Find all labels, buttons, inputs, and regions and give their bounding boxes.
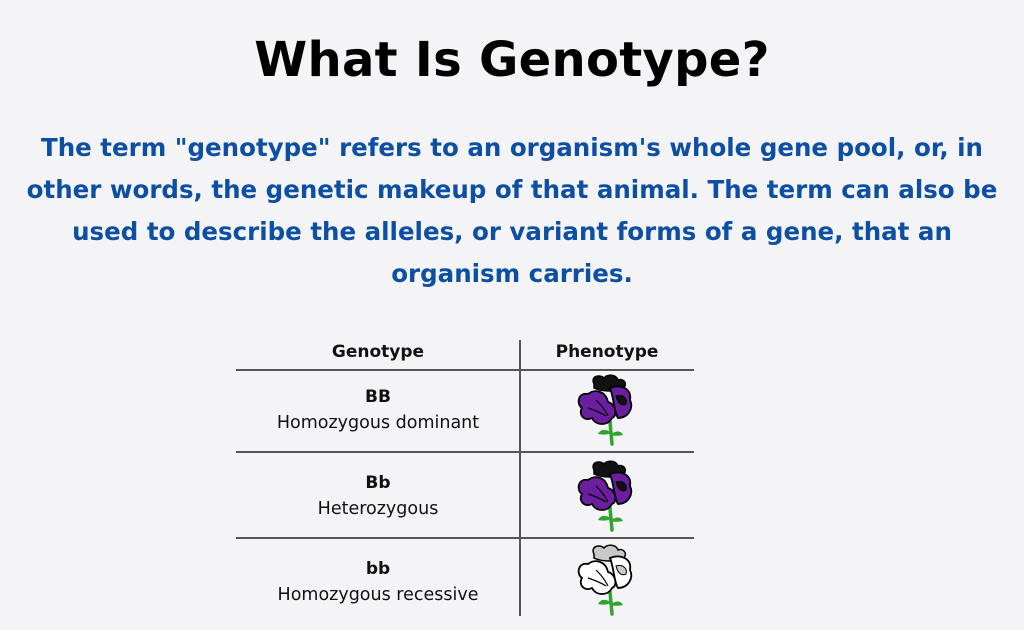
white-flower-icon xyxy=(574,544,640,616)
genotype-label: Homozygous dominant xyxy=(276,413,480,433)
page-title: What Is Genotype? xyxy=(254,32,770,88)
genotype-code: Bb xyxy=(365,473,391,493)
genotype-code: bb xyxy=(365,559,391,579)
purple-flower-icon xyxy=(574,374,640,446)
genotype-phenotype-table xyxy=(236,336,694,616)
table-row-genotype xyxy=(236,386,520,435)
genotype-header: Genotype xyxy=(331,342,425,362)
genotype-code: BB xyxy=(365,387,391,407)
phenotype-header: Phenotype xyxy=(555,342,659,362)
header-divider xyxy=(236,369,694,371)
purple-flower-icon xyxy=(574,460,640,532)
genotype-label: Homozygous recessive xyxy=(277,585,479,605)
row-divider xyxy=(236,451,694,453)
genotype-label: Heterozygous xyxy=(317,499,439,519)
table-row-genotype xyxy=(236,558,520,607)
row-divider xyxy=(236,537,694,539)
description: The term "genotype" refers to an organism's whole gene pool, or, in other words, the genetic makeup of that animal. The term can also be used to describe the alleles, or variant forms of a gene, that an organism carries. xyxy=(26,133,998,288)
table-row-genotype xyxy=(236,472,520,521)
